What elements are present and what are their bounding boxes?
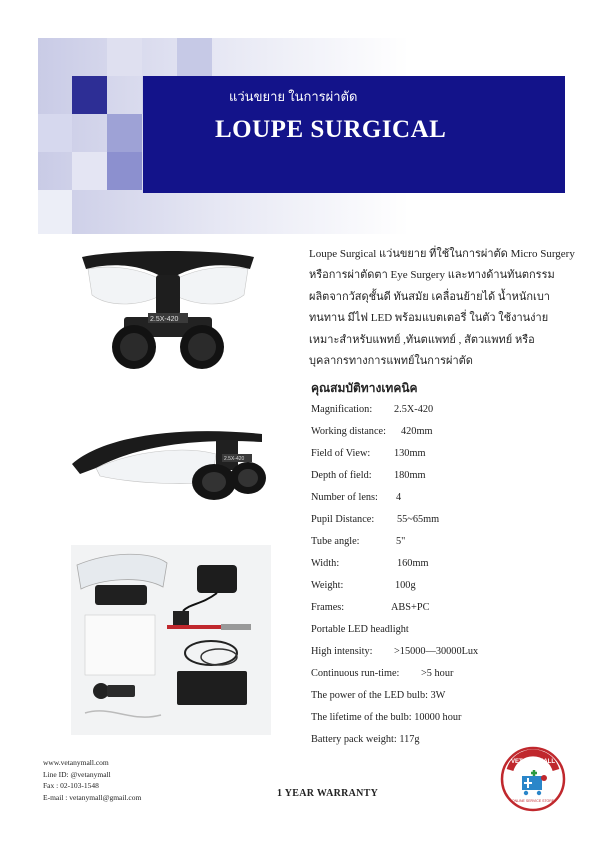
spec-value: 55~65mm <box>397 514 440 525</box>
email-address[interactable]: E-mail : vetanymall@gmail.com <box>43 792 142 802</box>
product-description <box>309 244 575 372</box>
decor-square <box>38 190 72 234</box>
spec-row <box>311 426 433 437</box>
spec-label: Magnification: <box>311 404 373 415</box>
title-english: LOUPE SURGICAL <box>215 116 447 143</box>
spec-row <box>311 734 420 745</box>
spec-label: Continuous run-time: <box>311 668 400 679</box>
spec-value: 2.5X-420 <box>394 404 434 415</box>
spec-label: Depth of field: <box>311 470 372 481</box>
line-id: Line ID: @vetanymall <box>43 769 111 779</box>
spec-row <box>311 492 402 503</box>
decor-square <box>107 114 142 152</box>
spec-row <box>311 712 461 723</box>
loupe-side-magnification-label: 2.5X-420 <box>224 456 245 462</box>
spec-row <box>311 448 426 459</box>
spec-value: 5" <box>396 536 406 547</box>
spec-label: The power of the LED bulb: 3W <box>311 690 446 701</box>
spec-label: Width: <box>311 558 340 569</box>
decor-square <box>72 152 107 190</box>
website-link[interactable]: www.vetanymall.com <box>43 758 109 767</box>
spec-row <box>311 668 454 679</box>
description-line: บุคลากรทางการแพทย์ในการผ่าตัด <box>309 355 473 368</box>
spec-row <box>311 536 406 547</box>
title-thai: แว่นขยาย ในการผ่าตัด <box>229 89 358 104</box>
spec-value: >15000—30000Lux <box>394 646 479 657</box>
spec-label: The lifetime of the bulb: 10000 hour <box>311 712 462 723</box>
spec-row <box>311 624 409 635</box>
spec-row <box>311 404 434 415</box>
decor-square <box>107 152 142 190</box>
decor-square <box>72 76 107 114</box>
spec-label: Portable LED headlight <box>311 624 409 635</box>
spec-value: 160mm <box>397 558 429 569</box>
spec-label: Frames: <box>311 602 345 613</box>
spec-label: Tube angle: <box>311 536 360 547</box>
spec-label: High intensity: <box>311 646 373 657</box>
loupe-front-photo <box>78 247 258 387</box>
spec-value: 4 <box>396 492 402 503</box>
loupe-side-photo <box>66 420 276 520</box>
title-bar <box>143 76 565 193</box>
description-line: Loupe Surgical แว่นขยาย ที่ใช้ในการผ่าตัด Micro Surgery <box>309 248 575 260</box>
spec-value: >5 hour <box>421 668 454 679</box>
spec-label: Field of View: <box>311 448 371 459</box>
spec-row <box>311 602 430 613</box>
contact-info <box>43 757 141 803</box>
decor-square <box>107 38 142 76</box>
decor-square <box>177 38 212 76</box>
spec-row <box>311 470 426 481</box>
spec-row <box>311 646 479 657</box>
warranty-text: 1 YEAR WARRANTY <box>277 788 379 799</box>
kit-contents-photo <box>71 545 271 735</box>
loupe-magnification-label: 2.5X-420 <box>150 316 179 323</box>
decor-square <box>38 114 72 152</box>
spec-value: ABS+PC <box>391 602 430 613</box>
fax-number: Fax : 02-103-1548 <box>43 781 99 791</box>
spec-value: 420mm <box>401 426 433 437</box>
logo-text-top: VET ANY MALL <box>510 759 556 765</box>
spec-row <box>311 558 429 569</box>
specs-heading: คุณสมบัติทางเทคนิค <box>311 381 418 395</box>
spec-label: Working distance: <box>311 426 386 437</box>
spec-row <box>311 514 440 525</box>
description-line: หรือการผ่าตัดตา Eye Surgery และทางด้านทันตกรรม <box>309 269 555 282</box>
spec-label: Battery pack weight: 117g <box>311 734 420 745</box>
spec-value: 130mm <box>394 448 426 459</box>
spec-label: Pupil Distance: <box>311 514 375 525</box>
description-line: ผลิตจากวัสดุชั้นดี ทันสมัย เคลื่อนย้ายได้ น้ำหนักเบา <box>309 290 550 303</box>
spec-label: Weight: <box>311 580 344 591</box>
vetanymall-logo <box>500 746 566 812</box>
spec-row <box>311 580 416 591</box>
spec-label: Number of lens: <box>311 492 378 503</box>
spec-value: 100g <box>395 580 416 591</box>
spec-row <box>311 690 445 701</box>
description-line: เหมาะสำหรับแพทย์ ,ทันตแพทย์ , สัตวแพทย์ หรือ <box>309 333 535 346</box>
spec-value: 180mm <box>394 470 426 481</box>
logo-text-bottom: ONLINE SERVICE STORE <box>511 799 555 803</box>
description-line: ทนทาน มีไฟ LED พร้อมแบตเตอรี่ ในตัว ใช้งานง่าย <box>309 312 549 325</box>
